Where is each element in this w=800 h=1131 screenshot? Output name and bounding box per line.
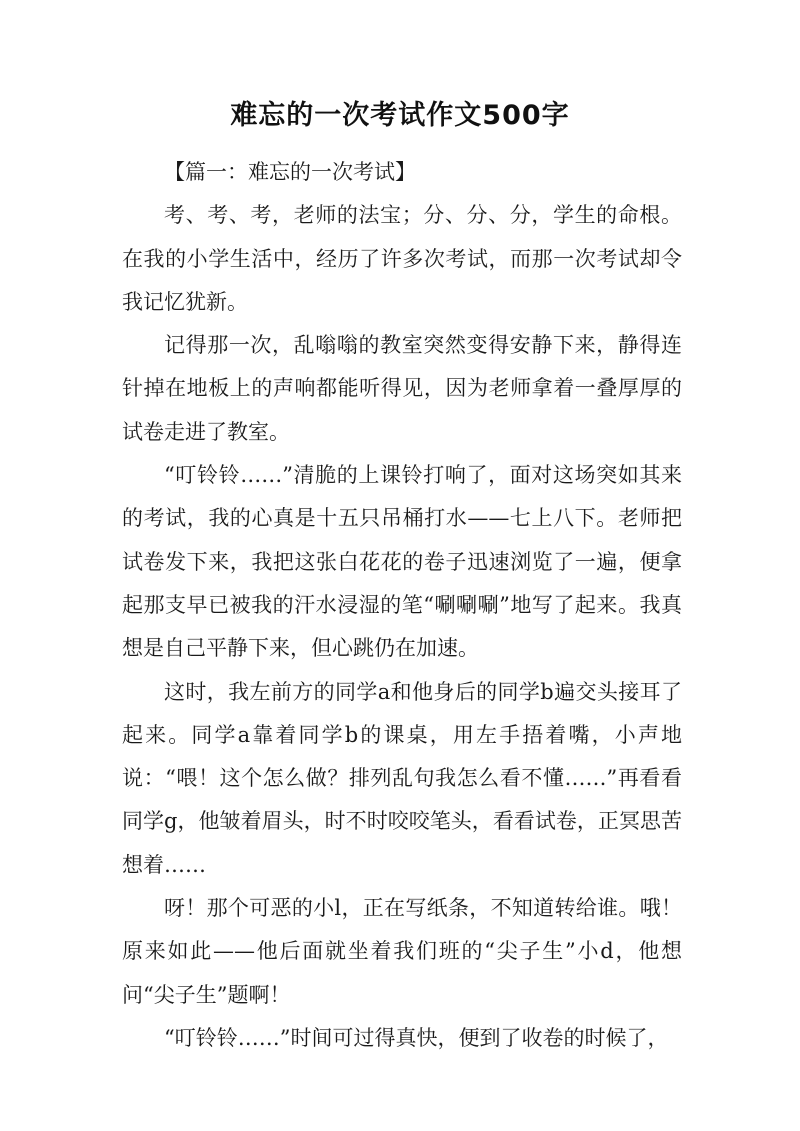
paragraph-1: 考、考、考，老师的法宝；分、分、分，学生的命根。在我的小学生活中，经历了许多次考试，而那一次考试却令我记忆犹新。 xyxy=(122,203,682,314)
paragraph-5: 呀！那个可恶的小l，正在写纸条，不知道转给谁。哦！原来如此——他后面就坐着我们班的“尖子生”小d，他想问“尖子生”题啊！ xyxy=(122,896,682,1007)
paragraph-4: 这时，我左前方的同学a和他身后的同学b遍交头接耳了起来。同学a靠着同学b的课桌，用左手捂着嘴，小声地说：“喂！这个怎么做？排列乱句我怎么看不懂……”再看看同学g，他皱着眉头，时不时咬咬笔头，看看试卷，正冥思苦想着…… xyxy=(122,679,682,877)
paragraph-2: 记得那一次，乱嗡嗡的教室突然变得安静下来，静得连针掉在地板上的声响都能听得见，因为老师拿着一叠厚厚的试卷走进了教室。 xyxy=(122,333,682,444)
document-title: 难忘的一次考试作文500字 xyxy=(230,100,570,131)
paragraph-6: “叮铃铃……”时间可过得真快，便到了收卷的时候了， xyxy=(164,1025,669,1050)
paragraph-3: “叮铃铃……”清脆的上课铃打响了，面对这场突如其来的考试，我的心真是十五只吊桶打水——七上八下。老师把试卷发下来，我把这张白花花的卷子迅速浏览了一遍，便拿起那支早已被我的汗水浸湿的笔“唰唰唰”地写了起来。我真想是自己平静下来，但心跳仍在加速。 xyxy=(122,463,682,661)
section-heading: 【篇一：难忘的一次考试】 xyxy=(164,160,416,184)
document-body xyxy=(122,151,682,1060)
